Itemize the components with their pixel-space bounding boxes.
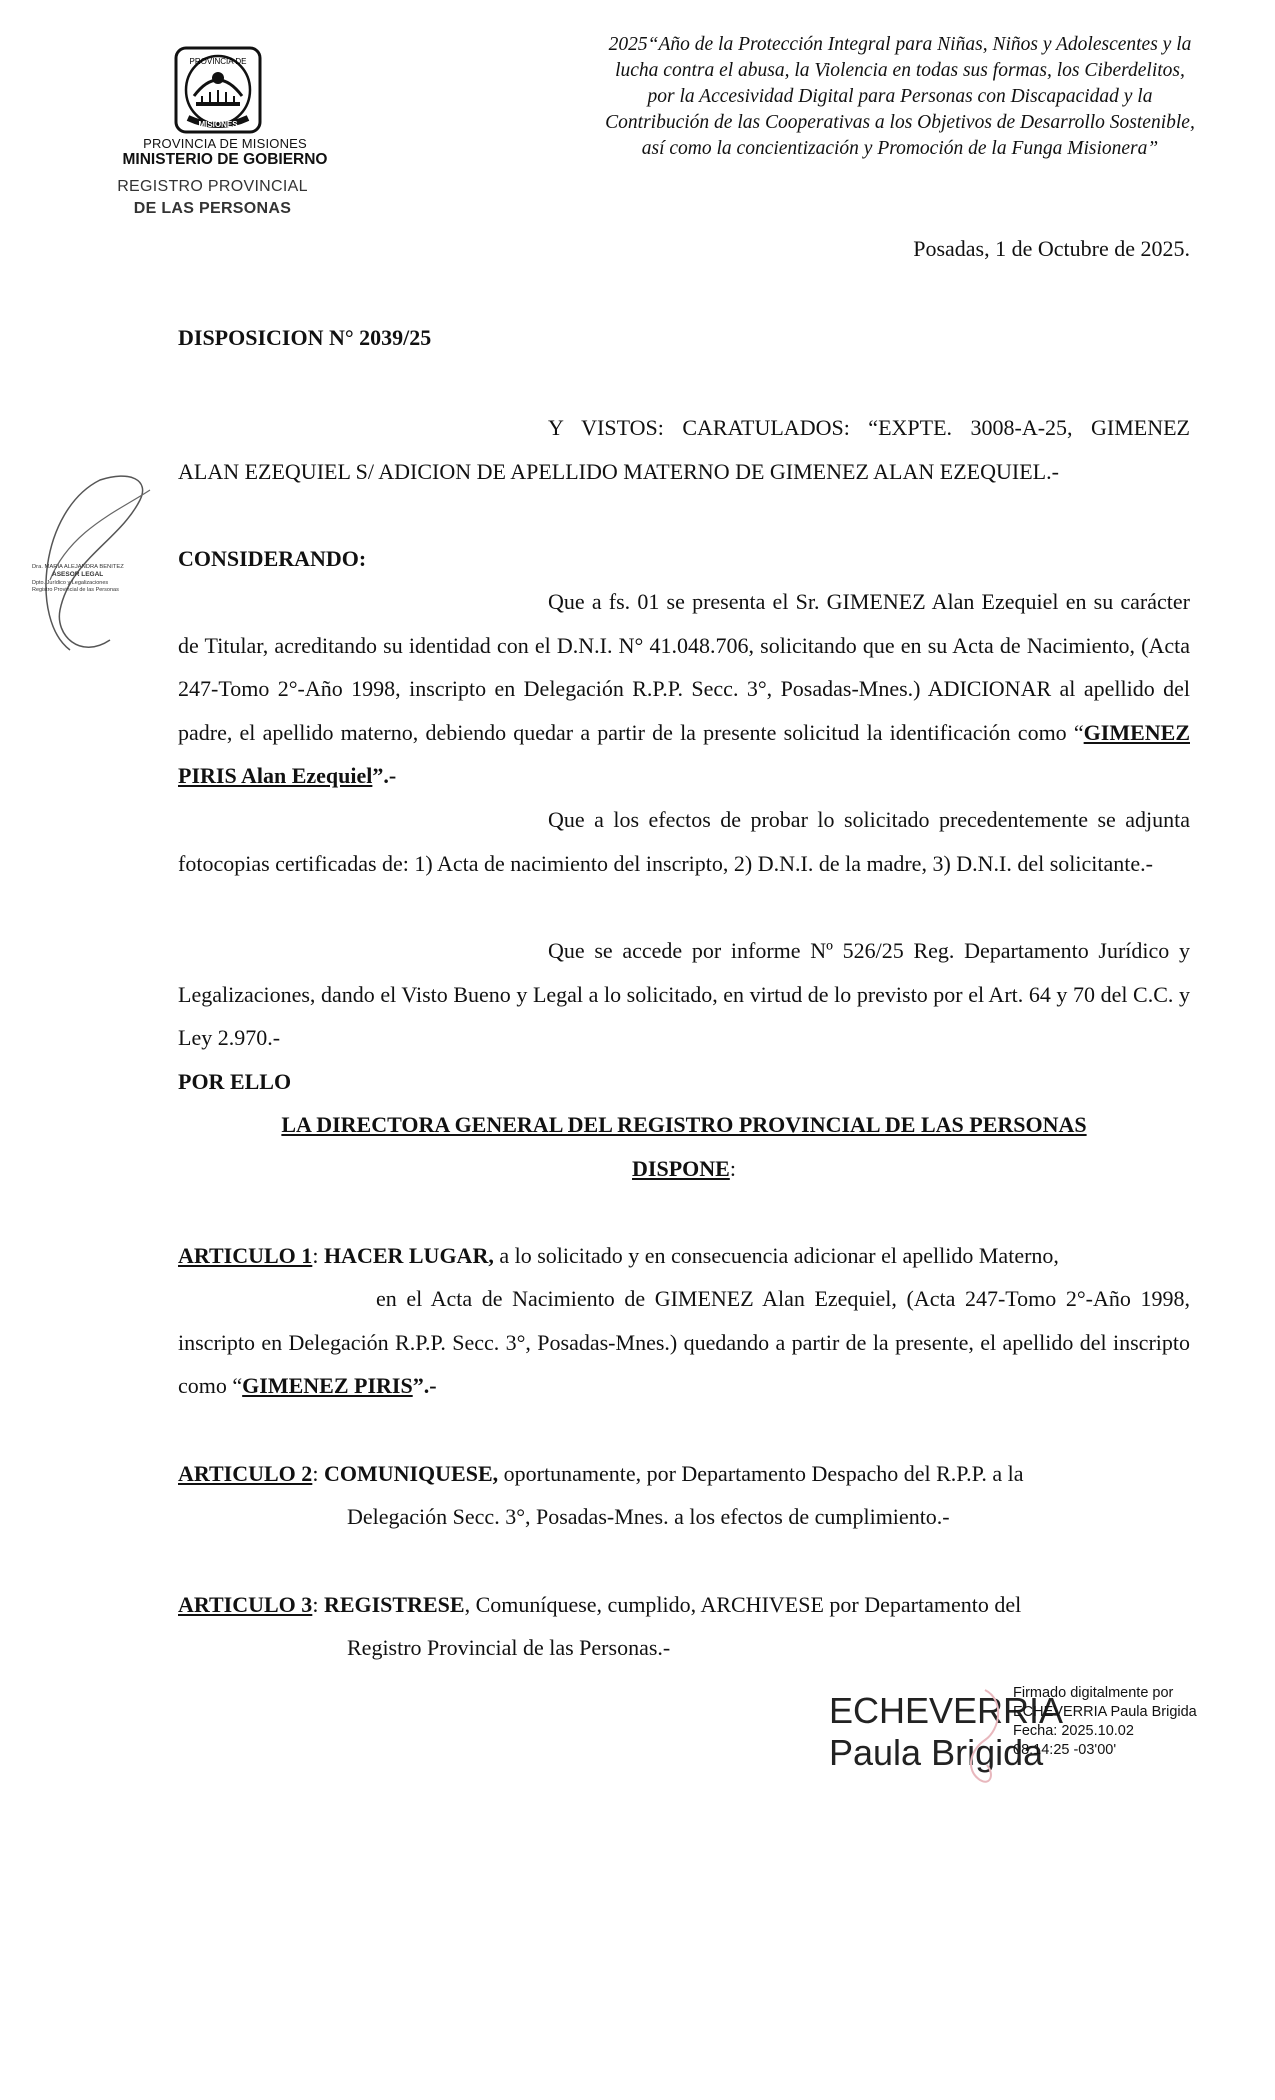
signature-info-line2: ECHEVERRIA Paula Brigida [1013,1704,1197,1720]
considerando-paragraph-1 [178,580,1190,798]
dispone-word: DISPONE [632,1156,730,1181]
dispone-colon: : [729,1156,736,1181]
digital-signature-name-line1: ECHEVERRIA [829,1690,1064,1731]
para1-text: Que a fs. 01 se presenta el Sr. GIMENEZ Alan Ezequiel en su carácter de Titular, acreditando su identidad con el D.N.I. N° 41.048.706, solicitando que en su Acta de Nacimiento, (Acta 247-Tomo 2°-Año 1998, inscripto en Delegación R.P.P. Secc. 3°, Posadas-Mnes.) ADICIONAR al apellido del padre, el apellido materno, debiendo quedar a partir de la presente solicitud la identificación como “ [178,589,1190,745]
svg-text:ASESOR LEGAL: ASESOR LEGAL [52,571,104,578]
letterhead-province: PROVINCIA DE MISIONES [143,136,307,151]
articulo-3-text1: , Comuníquese, cumplido, ARCHIVESE por Departamento del [464,1592,1022,1617]
por-ello-heading: POR ELLO [178,1069,292,1094]
para1-end: ”.- [372,763,397,789]
svg-text:Registro Provincial de las Per: Registro Provincial de las Personas [32,587,119,593]
articulo-1-colon: : [312,1243,324,1268]
place-date: Posadas, 1 de Octubre de 2025. [913,236,1190,261]
digital-signature-mark [955,1680,1015,1790]
articulo-1-body [178,1277,1190,1408]
svg-text:Dpto. Jurídico y Legalizacione: Dpto. Jurídico y Legalizaciones [32,580,109,586]
svg-text:Dra. MARIA ALEJANDRA BENITEZ: Dra. MARIA ALEJANDRA BENITEZ [32,564,124,570]
articulo-3-colon: : [312,1592,324,1617]
digital-signature-info [1013,1684,1197,1760]
articulo-1-lead: HACER LUGAR, [323,1243,494,1268]
year-motto: 2025“Año de la Protección Integral para Niñas, Niños y Adolescentes y la lucha contra el abusa, la Violencia en todas sus formas, los Ciberdelitos, por la Accesividad Digital para Personas con Discapacidad y la Contribución de las Cooperativas a los Objetivos de Desarrollo Sostenible, así como la concientización y Promoción de la Funga Misionera” [605,34,1195,159]
articulo-2-body: Delegación Secc. 3°, Posadas-Mnes. a los efectos de cumplimiento.- [347,1504,950,1529]
articulo-1-end: ”.- [412,1373,437,1399]
considerando-paragraph-2: Que a los efectos de probar lo solicitado precedentemente se adjunta fotocopias certificadas de: 1) Acta de nacimiento del inscripto, 2) D.N.I. de la madre, 3) D.N.I. del solicitante.- [178,807,1190,876]
signature-info-line1: Firmado digitalmente por [1013,1685,1174,1701]
vistos-paragraph: Y VISTOS: CARATULADOS: “EXPTE. 3008-A-25, GIMENEZ ALAN EZEQUIEL S/ ADICION DE APELLIDO MATERNO DE GIMENEZ ALAN EZEQUIEL.- [178,415,1190,484]
articulo-1-text2: en el Acta de Nacimiento de GIMENEZ Alan Ezequiel, (Acta 247-Tomo 2°-Año 1998, inscripto en Delegación R.P.P. Secc. 3°, Posadas-Mnes.) quedando a partir de la presente, el apellido del inscripto como “ [178,1286,1190,1399]
articulo-1 [178,1234,1190,1278]
requested-name: GIMENEZ PIRIS Alan Ezequiel [178,719,1190,789]
letterhead-ministry: MINISTERIO DE GOBIERNO [122,151,328,168]
directora-heading: LA DIRECTORA GENERAL DEL REGISTRO PROVINCIAL DE LAS PERSONAS [281,1112,1087,1137]
articulo-3 [178,1583,1190,1627]
articulo-3-label: ARTICULO 3 [178,1592,313,1617]
signature-info-line3: Fecha: 2025.10.02 [1013,1723,1134,1739]
articulo-2 [178,1452,1190,1496]
articulo-2-colon: : [312,1461,324,1486]
digital-signature-name-line2: Paula Brigida [829,1732,1044,1773]
articulo-1-text1: a lo solicitado y en consecuencia adicionar el apellido Materno, [493,1243,1059,1268]
svg-text:PROVINCIA DE: PROVINCIA DE [189,57,247,66]
disposition-title: DISPOSICION N° 2039/25 [178,325,432,350]
articulo-2-lead: COMUNIQUESE, [323,1461,499,1486]
articulo-2-text1: oportunamente, por Departamento Despacho del R.P.P. a la [498,1461,1024,1486]
signature-info-line4: 08:14:25 -03'00' [1013,1742,1117,1758]
svg-text:MISIONES: MISIONES [198,120,238,129]
letterhead-registry-line1: REGISTRO PROVINCIAL [117,178,308,195]
articulo-3-lead: REGISTRESE [323,1592,465,1617]
considerando-heading: CONSIDERANDO: [178,546,367,571]
articulo-2-label: ARTICULO 2 [178,1461,313,1486]
provincial-crest-logo [172,44,264,136]
considerando-paragraph-3: Que se accede por informe Nº 526/25 Reg. Departamento Jurídico y Legalizaciones, dando el Visto Bueno y Legal a lo solicitado, en virtud de lo previsto por el Art. 64 y 70 del C.C. y Ley 2.970.- [178,938,1190,1051]
articulo-3-body: Registro Provincial de las Personas.- [347,1635,671,1660]
legal-advisor-signature-stamp [30,470,170,670]
articulo-1-label: ARTICULO 1 [178,1243,313,1268]
dispone-heading [218,1147,1150,1191]
articulo-1-name: GIMENEZ PIRIS [242,1373,413,1399]
letterhead-registry-line2: DE LAS PERSONAS [133,200,292,217]
